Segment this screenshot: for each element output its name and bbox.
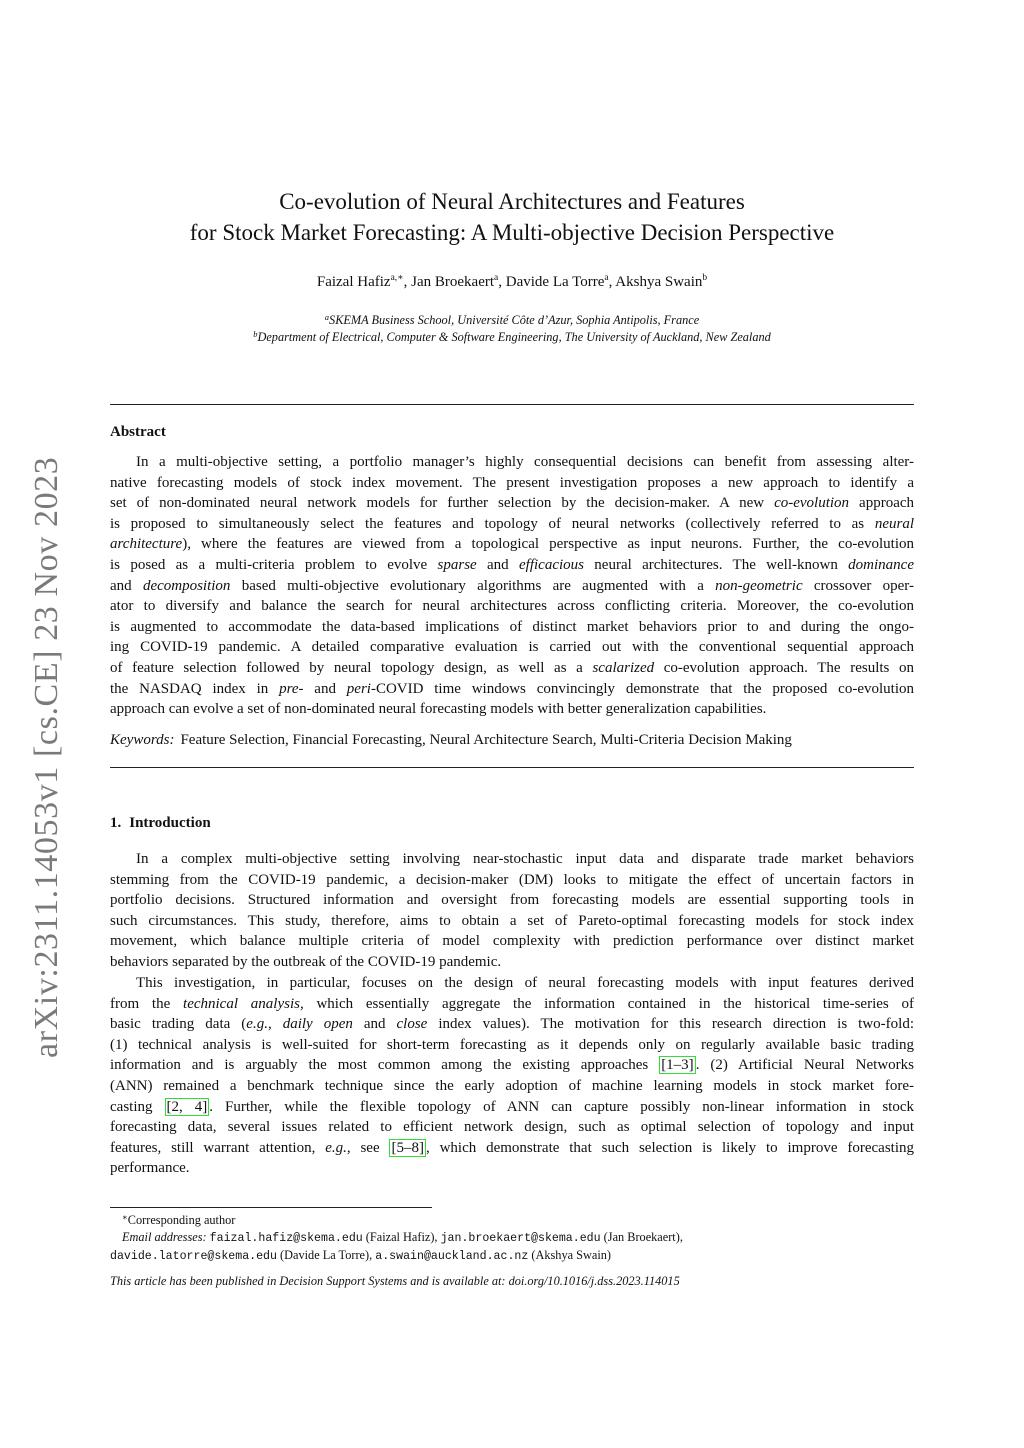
text-run: (ANN) remained a benchmark technique since the early adoption of machine learning models in stock market fore- <box>110 1077 914 1094</box>
text-run: the NASDAQ index in <box>110 680 280 697</box>
text-run: In a multi-objective setting, a portfolio manager’s highly consequential decisions can benefit from assessing alter- <box>136 454 914 470</box>
email-line-1: Email addresses: faizal.hafiz@skema.edu (Faizal Hafiz), jan.broekaert@skema.edu (Jan Broekaert), <box>122 1229 683 1245</box>
text-run: set of non-dominated neural network models for further selection by the decision-maker. A new <box>110 495 775 512</box>
text-run: co-evolution approach. The results on <box>654 659 914 676</box>
text-run: neural architectures. The well-known <box>583 556 849 573</box>
abstract-heading: Abstract <box>110 424 166 440</box>
text-run: forecasting data, several issues related to efficient network design, such as optimal selection of topology and input <box>110 1119 914 1136</box>
author: Davide La Torre$^a$, <box>505 273 616 290</box>
text-run: stemming from the COVID-19 pandemic, a decision-maker (DM) looks to mitigate the effect of uncertain factors in <box>110 871 914 888</box>
text-line <box>110 596 914 617</box>
text-line <box>110 1158 914 1179</box>
text-run: co-evolution <box>774 495 850 512</box>
text-run: such circumstances. This study, therefore, aims to obtain a set of Pareto-optimal forecasting models for stock index <box>110 912 914 929</box>
footnote-rule <box>110 1207 432 1208</box>
text-run: non-geometric <box>715 577 803 594</box>
text-run: of feature selection followed by neural topology design, as well as a <box>110 659 593 676</box>
text-line <box>110 1055 914 1076</box>
citation-link[interactable]: [2, 4] <box>166 1098 208 1115</box>
email-link[interactable]: a.swain@auckland.ac.nz <box>375 1250 529 1263</box>
text-line <box>110 534 914 555</box>
affiliation-b: $^b$Department of Electrical, Computer & Software Engineering, The University of Auckland, New Zealand <box>253 329 771 344</box>
text-run: , which demonstrate that such selection is likely to improve forecasting <box>425 1139 914 1156</box>
text-line <box>110 1035 914 1056</box>
text-line <box>110 1138 914 1159</box>
text-run: sparse <box>437 556 477 573</box>
divider-bottom <box>110 767 914 768</box>
text-run: is augmented to accommodate the data-based implications of distinct market behaviors prior to and during the ongo- <box>110 618 914 635</box>
text-run: efficacious <box>519 556 584 573</box>
title-line-2: for Stock Market Forecasting: A Multi-objective Decision Perspective <box>189 220 835 245</box>
text-line <box>110 994 914 1015</box>
arxiv-identifier: arXiv:2311.14053v1 [cs.CE] 23 Nov 2023 <box>28 456 65 1058</box>
keywords-text: Feature Selection, Financial Forecasting, Neural Architecture Search, Multi-Criteria Decision Making <box>180 732 792 748</box>
text-line <box>110 473 914 494</box>
keywords-label: Keywords: <box>110 732 175 748</box>
author: Akshya Swain$^b$ <box>615 273 708 290</box>
text-line <box>110 617 914 638</box>
text-line <box>110 699 914 720</box>
text-run: ing COVID-19 pandemic. A detailed comparative evaluation is carried out with the conventional sequential approach <box>110 639 914 656</box>
author: Faizal Hafiz$^{a,∗}$, <box>316 273 412 290</box>
text-line <box>110 555 914 576</box>
footnote <box>110 1212 930 1266</box>
text-line <box>110 514 914 535</box>
affiliations <box>110 312 914 346</box>
text-run: features, still warrant attention, <box>110 1139 326 1156</box>
publication-note: This article has been published in Decision Support Systems and is available at: doi.org/10.1016/j.dss.2023.114015 <box>110 1274 680 1288</box>
citation-link[interactable]: [1–3] <box>661 1057 694 1074</box>
text-run: index values). The motivation for this research direction is two-fold: <box>427 1016 914 1033</box>
text-line <box>110 493 914 514</box>
text-line <box>110 952 914 973</box>
text-run: approach <box>849 495 915 512</box>
text-run: crossover oper- <box>802 577 914 594</box>
text-run: dominance <box>848 556 914 573</box>
citation-link[interactable]: [5–8] <box>391 1139 424 1156</box>
text-line <box>110 911 914 932</box>
text-run: ), where the features are viewed from a topological perspective as input neurons. Further, the co-evolution <box>182 536 914 553</box>
text-line <box>110 1014 914 1035</box>
section-heading-introduction: 1. Introduction <box>110 815 211 831</box>
text-run: e.g. <box>325 1139 347 1156</box>
text-line <box>110 679 914 700</box>
text-run: peri <box>346 680 371 697</box>
text-run: close <box>396 1016 428 1033</box>
text-run: , which essentially aggregate the information contained in the historical time-series of <box>299 995 914 1012</box>
text-run: from the <box>110 995 184 1012</box>
text-line <box>110 576 914 597</box>
text-run: and <box>303 680 347 697</box>
text-run: architecture <box>110 536 183 553</box>
text-run: portfolio decisions. Structured information and oversight from forecasting models are essential supporting tools in <box>110 892 914 909</box>
text-run: casting <box>110 1098 165 1115</box>
text-run: daily open <box>282 1016 353 1033</box>
text-run: and <box>110 577 143 594</box>
text-line <box>110 1097 914 1118</box>
text-run: (1) technical analysis is well-suited for short-term forecasting as it depends only on regularly available basic trading <box>110 1036 914 1053</box>
text-run: and <box>352 1016 397 1033</box>
text-run: behaviors separated by the outbreak of the COVID-19 pandemic. <box>110 953 502 970</box>
text-line <box>110 1117 914 1138</box>
text-run: performance. <box>110 1160 190 1177</box>
text-run: movement, which balance multiple criteria of model complexity with prediction performance over distinct market <box>110 933 914 950</box>
paper-title <box>110 186 914 248</box>
text-run: information and is arguably the most common among the existing approaches <box>110 1057 660 1074</box>
text-run: native forecasting models of stock index movement. The present investigation proposes a new approach to identify a <box>110 474 914 491</box>
email-link[interactable]: faizal.hafiz@skema.edu <box>209 1231 363 1245</box>
text-run: is posed as a multi-criteria problem to evolve <box>110 556 438 573</box>
text-run: scalarized <box>592 659 655 676</box>
abstract-text <box>110 452 914 720</box>
author: Jan Broekaert$^a$, <box>411 273 506 290</box>
text-line <box>110 849 914 870</box>
text-line <box>110 1076 914 1097</box>
corresponding-author-note: ∗Corresponding author <box>122 1212 236 1227</box>
text-run: approach can evolve a set of non-dominated neural forecasting models with better generalization capabilities. <box>110 701 767 718</box>
text-run: -COVID time windows convincingly demonstrate that the proposed co-evolution <box>370 680 914 697</box>
text-line <box>110 890 914 911</box>
text-run: e.g. <box>246 1016 268 1033</box>
text-line <box>110 452 914 473</box>
text-run: , see <box>346 1139 390 1156</box>
author-list <box>110 274 914 291</box>
text-run: based multi-objective evolutionary algorithms are augmented with a <box>230 577 716 594</box>
text-run: is proposed to simultaneously select the features and topology of neural networks (collectively referred to as <box>110 515 875 532</box>
text-line <box>110 931 914 952</box>
email-line-2: davide.latorre@skema.edu (Davide La Torre), a.swain@auckland.ac.nz (Akshya Swain) <box>110 1248 611 1263</box>
divider-top <box>110 404 914 405</box>
email-link[interactable]: jan.broekaert@skema.edu <box>440 1231 601 1245</box>
text-line <box>110 637 914 658</box>
title-line-1: Co-evolution of Neural Architectures and Features <box>279 189 745 214</box>
text-run: decomposition <box>142 577 231 594</box>
text-line <box>110 870 914 891</box>
text-run: technical analysis <box>183 995 300 1012</box>
text-line <box>110 973 914 994</box>
text-run: ator to diversify and balance the search for neural architectures across conflicting criteria. Moreover, the co-evolution <box>110 598 914 615</box>
text-run: , <box>267 1016 283 1033</box>
text-run: and <box>476 556 519 573</box>
text-run: basic trading data ( <box>110 1016 247 1033</box>
affiliation-a: $^a$SKEMA Business School, Université Côte d’Azur, Sophia Antipolis, France <box>324 312 700 327</box>
text-run: . Further, while the flexible topology of ANN can capture possibly non-linear information in stock <box>209 1098 914 1115</box>
keywords <box>110 732 914 749</box>
text-run: . (2) Artificial Neural Networks <box>695 1057 914 1074</box>
email-link[interactable]: davide.latorre@skema.edu <box>110 1250 277 1263</box>
text-run: neural <box>874 515 914 532</box>
text-run: This investigation, in particular, focuses on the design of neural forecasting models with input features derived <box>136 975 914 991</box>
text-line <box>110 658 914 679</box>
text-run: In a complex multi-objective setting involving near-stochastic input data and disparate trade market behaviors <box>136 851 914 867</box>
intro-paragraph-2 <box>110 973 914 1179</box>
text-run: pre- <box>279 680 304 697</box>
intro-paragraph-1 <box>110 849 914 973</box>
